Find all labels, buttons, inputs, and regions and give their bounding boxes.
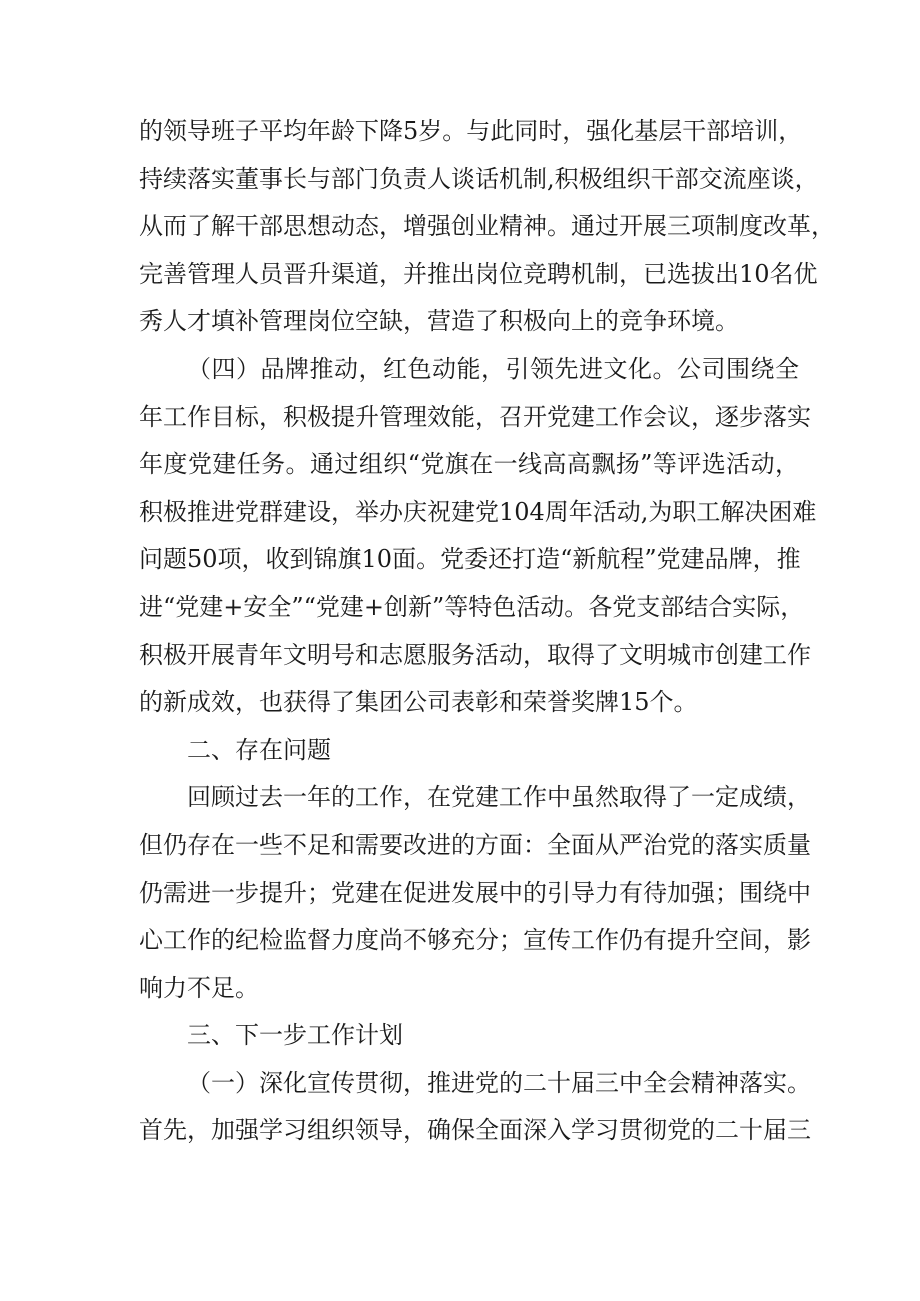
text-line: 心工作的纪检监督力度尚不够充分；宣传工作仍有提升空间，影 bbox=[139, 926, 811, 955]
section-heading: 二、存在问题 bbox=[187, 735, 331, 764]
text-line: （一）深化宣传贯彻，推进党的二十届三中全会精神落实。 bbox=[187, 1068, 811, 1097]
text-line: （四）品牌推动，红色动能，引领先进文化。公司围绕全 bbox=[187, 354, 799, 383]
text-line: 的领导班子平均年龄下降5岁。与此同时，强化基层干部培训， bbox=[139, 117, 803, 145]
text-line: 回顾过去一年的工作，在党建工作中虽然取得了一定成绩， bbox=[187, 783, 811, 812]
text-line: 仍需进一步提升；党建在促进发展中的引导力有待加强；围绕中 bbox=[139, 878, 811, 907]
text-line: 首先，加强学习组织领导，确保全面深入学习贯彻党的二十届三 bbox=[139, 1116, 811, 1145]
document-body bbox=[139, 108, 835, 1155]
text-line: 响力不足。 bbox=[139, 973, 259, 1002]
text-line: 进“党建+安全”“党建+创新”等特色活动。各党支部结合实际， bbox=[139, 592, 805, 621]
text-line: 的新成效，也获得了集团公司表彰和荣誉奖牌15个。 bbox=[139, 688, 698, 717]
text-line: 持续落实董事长与部门负责人谈话机制,积极组织干部交流座谈， bbox=[139, 164, 819, 193]
text-line: 从而了解干部思想动态，增强创业精神。通过开展三项制度改革， bbox=[139, 212, 835, 241]
text-line: 年工作目标，积极提升管理效能，召开党建工作会议，逐步落实 bbox=[139, 402, 811, 431]
text-line: 秀人才填补管理岗位空缺，营造了积极向上的竞争环境。 bbox=[139, 307, 739, 336]
text-line: 但仍存在一些不足和需要改进的方面：全面从严治党的落实质量 bbox=[139, 830, 811, 859]
text-line: 问题50项，收到锦旗10面。党委还打造“新航程”党建品牌，推 bbox=[139, 545, 801, 574]
text-line: 积极开展青年文明号和志愿服务活动，取得了文明城市创建工作 bbox=[139, 640, 811, 669]
text-line: 完善管理人员晋升渠道，并推出岗位竞聘机制，已选拔出10名优 bbox=[139, 259, 818, 288]
text-line: 积极推进党群建设，举办庆祝建党104周年活动,为职工解决困难 bbox=[139, 497, 817, 526]
section-heading: 三、下一步工作计划 bbox=[187, 1021, 403, 1050]
text-line: 年度党建任务。通过组织“党旗在一线高高飘扬”等评选活动， bbox=[139, 450, 799, 479]
